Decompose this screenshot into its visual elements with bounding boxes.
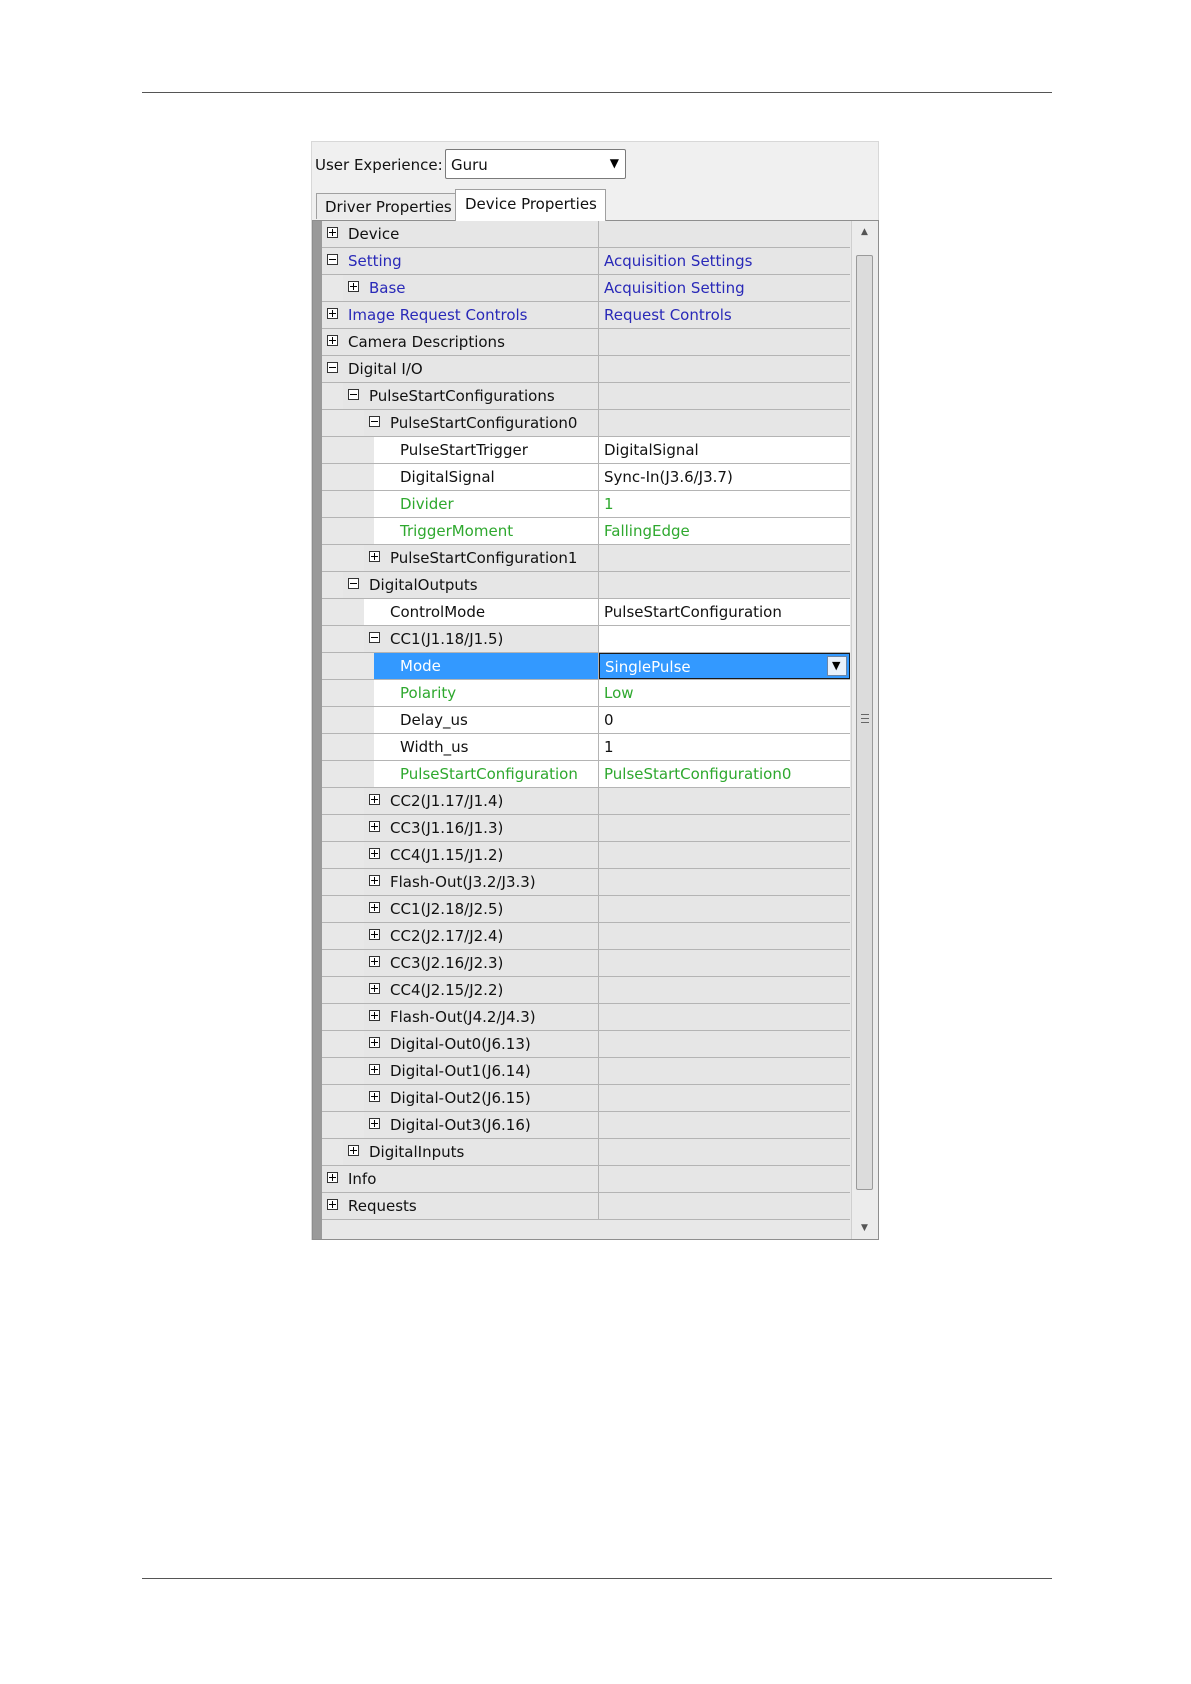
property-name: PulseStartConfigurations bbox=[369, 387, 555, 405]
property-name: CC1(J2.18/J2.5) bbox=[390, 900, 504, 918]
user-experience-value: Guru bbox=[451, 156, 488, 174]
property-row[interactable] bbox=[322, 653, 850, 680]
property-name-cell[interactable] bbox=[343, 383, 599, 409]
property-value-cell[interactable] bbox=[599, 761, 850, 787]
property-name: Base bbox=[369, 279, 406, 297]
property-row[interactable] bbox=[322, 248, 850, 275]
property-value-cell[interactable] bbox=[599, 950, 850, 976]
property-name-cell[interactable] bbox=[364, 599, 599, 625]
property-value-cell[interactable] bbox=[599, 788, 850, 814]
property-value-cell[interactable] bbox=[599, 734, 850, 760]
property-panel bbox=[311, 141, 879, 1240]
property-value: Acquisition Settings bbox=[604, 252, 753, 270]
property-name-cell[interactable] bbox=[364, 1112, 599, 1138]
property-row[interactable] bbox=[322, 302, 850, 329]
property-row[interactable] bbox=[322, 869, 850, 896]
property-value-cell[interactable] bbox=[599, 1004, 850, 1030]
property-value-cell[interactable] bbox=[599, 464, 850, 490]
scroll-grip-icon bbox=[861, 714, 869, 723]
property-row[interactable] bbox=[322, 599, 850, 626]
property-name: CC4(J1.15/J1.2) bbox=[390, 846, 504, 864]
property-name-cell[interactable] bbox=[322, 1193, 599, 1219]
property-value: Sync-In(J3.6/J3.7) bbox=[604, 468, 733, 486]
expand-icon[interactable] bbox=[348, 281, 359, 292]
property-name: Digital-Out1(J6.14) bbox=[390, 1062, 531, 1080]
property-name: Digital-Out0(J6.13) bbox=[390, 1035, 531, 1053]
property-value: PulseStartConfiguration bbox=[604, 603, 782, 621]
property-row[interactable] bbox=[322, 842, 850, 869]
property-name-cell[interactable] bbox=[364, 1031, 599, 1057]
property-row[interactable] bbox=[322, 1085, 850, 1112]
expand-icon[interactable] bbox=[369, 902, 380, 913]
property-row[interactable] bbox=[322, 356, 850, 383]
expand-icon[interactable] bbox=[369, 821, 380, 832]
property-value-cell[interactable] bbox=[599, 275, 850, 301]
property-value: FallingEdge bbox=[604, 522, 690, 540]
property-row[interactable] bbox=[322, 977, 850, 1004]
property-row[interactable] bbox=[322, 572, 850, 599]
property-name: Width_us bbox=[400, 738, 469, 756]
property-value: PulseStartConfiguration0 bbox=[604, 765, 792, 783]
expand-icon[interactable] bbox=[369, 956, 380, 967]
property-name: Info bbox=[348, 1170, 377, 1188]
property-name-cell[interactable] bbox=[364, 815, 599, 841]
property-name: Polarity bbox=[400, 684, 457, 702]
chevron-down-icon[interactable]: ▼ bbox=[609, 156, 619, 170]
property-name-cell[interactable] bbox=[364, 950, 599, 976]
property-value-cell[interactable] bbox=[599, 437, 850, 463]
property-row[interactable] bbox=[322, 545, 850, 572]
property-name-cell[interactable] bbox=[364, 1085, 599, 1111]
property-name-cell[interactable] bbox=[364, 410, 599, 436]
property-value-cell[interactable] bbox=[599, 545, 850, 571]
property-row[interactable] bbox=[322, 410, 850, 437]
property-value-cell[interactable] bbox=[599, 356, 850, 382]
property-row[interactable] bbox=[322, 896, 850, 923]
collapse-icon[interactable] bbox=[369, 416, 380, 427]
tab-device-properties-label: Device Properties bbox=[465, 195, 597, 213]
scroll-down-icon[interactable]: ▼ bbox=[861, 1223, 868, 1233]
expand-icon[interactable] bbox=[327, 227, 338, 238]
scroll-up-icon[interactable]: ▲ bbox=[861, 227, 868, 237]
property-value-cell[interactable] bbox=[599, 248, 850, 274]
property-row[interactable] bbox=[322, 437, 850, 464]
expand-icon[interactable] bbox=[369, 551, 380, 562]
page-header-rule bbox=[142, 92, 1052, 93]
property-value: 1 bbox=[604, 495, 614, 513]
property-name: Image Request Controls bbox=[348, 306, 528, 324]
vertical-scrollbar[interactable] bbox=[851, 221, 878, 1239]
property-name-cell[interactable] bbox=[322, 1166, 599, 1192]
collapse-icon[interactable] bbox=[348, 578, 359, 589]
property-name: PulseStartTrigger bbox=[400, 441, 528, 459]
page-footer-rule bbox=[142, 1578, 1052, 1579]
chevron-down-icon[interactable]: ▼ bbox=[827, 656, 847, 676]
property-row[interactable] bbox=[322, 626, 850, 653]
property-name-cell[interactable] bbox=[364, 977, 599, 1003]
expand-icon[interactable] bbox=[369, 794, 380, 805]
property-name-cell[interactable] bbox=[364, 896, 599, 922]
property-name: CC3(J2.16/J2.3) bbox=[390, 954, 504, 972]
property-row[interactable] bbox=[322, 788, 850, 815]
property-value-cell[interactable] bbox=[599, 1193, 850, 1219]
expand-icon[interactable] bbox=[369, 1037, 380, 1048]
property-name-cell[interactable] bbox=[322, 302, 599, 328]
property-value-cell[interactable] bbox=[599, 599, 850, 625]
property-name-cell[interactable] bbox=[374, 437, 599, 463]
property-value-cell[interactable] bbox=[599, 1139, 850, 1165]
grid-gutter bbox=[313, 221, 322, 1239]
property-name: Digital I/O bbox=[348, 360, 423, 378]
property-name-cell[interactable] bbox=[374, 707, 599, 733]
property-value-cell[interactable] bbox=[599, 1031, 850, 1057]
property-name-cell[interactable] bbox=[364, 1058, 599, 1084]
expand-icon[interactable] bbox=[327, 335, 338, 346]
property-row[interactable] bbox=[322, 680, 850, 707]
property-value-cell[interactable] bbox=[599, 1058, 850, 1084]
property-name: DigitalInputs bbox=[369, 1143, 465, 1161]
property-row[interactable] bbox=[322, 383, 850, 410]
collapse-icon[interactable] bbox=[348, 389, 359, 400]
expand-icon[interactable] bbox=[369, 929, 380, 940]
expand-icon[interactable] bbox=[369, 1064, 380, 1075]
property-name: PulseStartConfiguration1 bbox=[390, 549, 578, 567]
expand-icon[interactable] bbox=[327, 1172, 338, 1183]
property-row[interactable] bbox=[322, 815, 850, 842]
property-name: ControlMode bbox=[390, 603, 486, 621]
mode-dropdown[interactable] bbox=[599, 653, 850, 679]
property-name-cell[interactable] bbox=[374, 491, 599, 517]
property-name-cell[interactable] bbox=[374, 464, 599, 490]
property-row[interactable] bbox=[322, 1193, 850, 1220]
expand-icon[interactable] bbox=[348, 1145, 359, 1156]
property-name-cell[interactable] bbox=[374, 653, 599, 679]
expand-icon[interactable] bbox=[369, 1118, 380, 1129]
property-row[interactable] bbox=[322, 707, 850, 734]
property-name-cell[interactable] bbox=[343, 275, 599, 301]
expand-icon[interactable] bbox=[369, 1010, 380, 1021]
tab-driver-properties-label: Driver Properties bbox=[325, 198, 452, 216]
property-name-cell[interactable] bbox=[364, 923, 599, 949]
property-row[interactable] bbox=[322, 1112, 850, 1139]
property-name: CC1(J1.18/J1.5) bbox=[390, 630, 504, 648]
property-row[interactable] bbox=[322, 491, 850, 518]
property-name-cell[interactable] bbox=[374, 761, 599, 787]
property-name-cell[interactable] bbox=[343, 1139, 599, 1165]
property-value-cell[interactable] bbox=[599, 707, 850, 733]
property-row[interactable] bbox=[322, 464, 850, 491]
property-value-cell[interactable] bbox=[599, 896, 850, 922]
property-value-cell[interactable] bbox=[599, 572, 850, 598]
property-name: DigitalOutputs bbox=[369, 576, 478, 594]
property-value-cell[interactable] bbox=[599, 680, 850, 706]
property-name: CC2(J2.17/J2.4) bbox=[390, 927, 504, 945]
property-row[interactable] bbox=[322, 1166, 850, 1193]
property-value-cell[interactable] bbox=[599, 221, 850, 247]
property-name: DigitalSignal bbox=[400, 468, 495, 486]
property-name: Flash-Out(J4.2/J4.3) bbox=[390, 1008, 536, 1026]
property-name: Digital-Out2(J6.15) bbox=[390, 1089, 531, 1107]
property-name-cell[interactable] bbox=[343, 572, 599, 598]
property-value-cell[interactable] bbox=[599, 1166, 850, 1192]
tab-driver-properties[interactable] bbox=[316, 193, 456, 219]
collapse-icon[interactable] bbox=[369, 632, 380, 643]
property-value-cell[interactable] bbox=[599, 1112, 850, 1138]
property-row[interactable] bbox=[322, 275, 850, 302]
property-value-cell[interactable] bbox=[599, 977, 850, 1003]
collapse-icon[interactable] bbox=[327, 362, 338, 373]
expand-icon[interactable] bbox=[327, 1199, 338, 1210]
property-name-cell[interactable] bbox=[364, 842, 599, 868]
tab-device-properties[interactable] bbox=[455, 189, 606, 221]
property-value-cell[interactable] bbox=[599, 842, 850, 868]
property-name: TriggerMoment bbox=[400, 522, 514, 540]
property-name-cell[interactable] bbox=[322, 248, 599, 274]
property-name-cell[interactable] bbox=[322, 221, 599, 247]
expand-icon[interactable] bbox=[369, 1091, 380, 1102]
expand-icon[interactable] bbox=[369, 875, 380, 886]
property-name: Divider bbox=[400, 495, 454, 513]
property-name-cell[interactable] bbox=[364, 626, 599, 652]
property-name: Digital-Out3(J6.16) bbox=[390, 1116, 531, 1134]
property-name-cell[interactable] bbox=[322, 329, 599, 355]
scroll-thumb[interactable] bbox=[856, 255, 873, 1190]
property-value-cell[interactable] bbox=[599, 491, 850, 517]
property-value-cell[interactable] bbox=[599, 410, 850, 436]
property-row[interactable] bbox=[322, 1004, 850, 1031]
property-name-cell[interactable] bbox=[364, 1004, 599, 1030]
property-value-cell[interactable] bbox=[599, 329, 850, 355]
property-name-cell[interactable] bbox=[364, 545, 599, 571]
property-row[interactable] bbox=[322, 761, 850, 788]
property-name-cell[interactable] bbox=[364, 869, 599, 895]
property-value-cell[interactable] bbox=[599, 518, 850, 544]
property-row[interactable] bbox=[322, 1031, 850, 1058]
property-value: Acquisition Setting bbox=[604, 279, 745, 297]
property-name: Requests bbox=[348, 1197, 417, 1215]
expand-icon[interactable] bbox=[369, 983, 380, 994]
property-name: Delay_us bbox=[400, 711, 468, 729]
property-name-cell[interactable] bbox=[364, 788, 599, 814]
property-value-cell[interactable] bbox=[599, 302, 850, 328]
property-name: CC2(J1.17/J1.4) bbox=[390, 792, 504, 810]
property-row[interactable] bbox=[322, 950, 850, 977]
property-name: Device bbox=[348, 225, 400, 243]
expand-icon[interactable] bbox=[369, 848, 380, 859]
property-value: DigitalSignal bbox=[604, 441, 699, 459]
property-name-cell[interactable] bbox=[374, 680, 599, 706]
property-grid bbox=[312, 220, 879, 1240]
property-name: Flash-Out(J3.2/J3.3) bbox=[390, 873, 536, 891]
property-name: Setting bbox=[348, 252, 402, 270]
property-row[interactable] bbox=[322, 518, 850, 545]
property-value-cell[interactable] bbox=[599, 626, 850, 652]
property-name-cell[interactable] bbox=[374, 518, 599, 544]
property-value: SinglePulse bbox=[605, 658, 691, 676]
user-experience-select[interactable] bbox=[445, 149, 626, 179]
property-row[interactable] bbox=[322, 1139, 850, 1166]
property-value: Low bbox=[604, 684, 634, 702]
property-value-cell[interactable] bbox=[599, 1085, 850, 1111]
property-name: Camera Descriptions bbox=[348, 333, 505, 351]
property-row[interactable] bbox=[322, 1058, 850, 1085]
collapse-icon[interactable] bbox=[327, 254, 338, 265]
user-experience-label: User Experience: bbox=[315, 156, 443, 174]
property-value-cell[interactable] bbox=[599, 923, 850, 949]
property-name-cell[interactable] bbox=[322, 356, 599, 382]
property-value: 0 bbox=[604, 711, 614, 729]
property-row[interactable] bbox=[322, 923, 850, 950]
property-name: Mode bbox=[400, 657, 441, 675]
property-row[interactable] bbox=[322, 329, 850, 356]
property-row[interactable] bbox=[322, 734, 850, 761]
property-name: PulseStartConfiguration0 bbox=[390, 414, 578, 432]
expand-icon[interactable] bbox=[327, 308, 338, 319]
property-name: CC4(J2.15/J2.2) bbox=[390, 981, 504, 999]
property-value-cell[interactable] bbox=[599, 815, 850, 841]
property-value: 1 bbox=[604, 738, 614, 756]
property-row[interactable] bbox=[322, 221, 850, 248]
property-value-cell[interactable] bbox=[599, 869, 850, 895]
property-value: Request Controls bbox=[604, 306, 732, 324]
property-name: PulseStartConfiguration bbox=[400, 765, 578, 783]
property-name: CC3(J1.16/J1.3) bbox=[390, 819, 504, 837]
property-name-cell[interactable] bbox=[374, 734, 599, 760]
property-value-cell[interactable] bbox=[599, 383, 850, 409]
